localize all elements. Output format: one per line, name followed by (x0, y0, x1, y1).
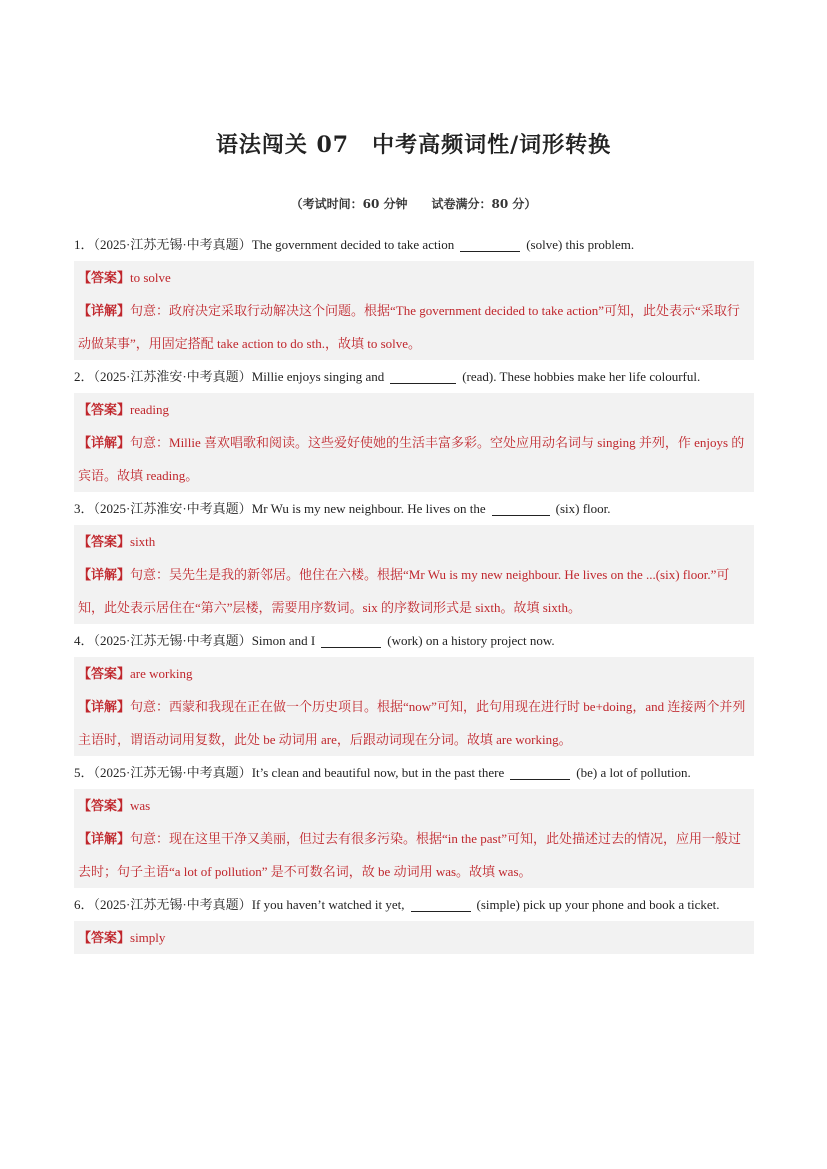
answer-blank (390, 369, 456, 384)
answer-text: was (130, 798, 151, 813)
answer-text: simply (130, 930, 166, 945)
detail-text: 句意：西蒙和我现在正在做一个历史项目。根据“now”可知，此句用现在进行时 be+doing，and 连接两个并列主语时，谓语动词用复数，此处 be 动词用 are，后跟动词现在分词。故填 are working。 (78, 699, 746, 747)
answer-tag: 【答案】 (78, 798, 131, 813)
detail-tag: 【详解】 (78, 567, 131, 582)
answer-tag: 【答案】 (78, 666, 131, 681)
question-source: （2025·江苏无锡·中考真题） (93, 765, 252, 780)
answer-blank (321, 633, 381, 648)
answer-tag: 【答案】 (78, 270, 131, 285)
answer-block-4 (74, 657, 754, 756)
answer-tag: 【答案】 (78, 930, 131, 945)
detail-text: 句意：现在这里干净又美丽，但过去有很多污染。根据“in the past”可知，此处描述过去的情况，应用一般过去时；句子主语“a lot of pollution” 是不可数名词，故 be 动词用 was。故填 was。 (78, 831, 741, 879)
answer-block-1 (74, 261, 754, 360)
question-6: 6．（2025·江苏无锡·中考真题）If you haven’t watched it yet, (simple) pick up your phone and book a ticket. (74, 897, 720, 912)
page-title: 语法闯关 07 中考高频词性/词形转换 (215, 132, 612, 158)
question-source: （2025·江苏无锡·中考真题） (93, 237, 252, 252)
detail-tag: 【详解】 (78, 435, 131, 450)
detail-text: 句意：吴先生是我的新邻居。他住在六楼。根据“Mr Wu is my new neighbour. He lives on the ...(six) floor.”可知，此处表示居住在“第六”层楼，需要用序数词。six 的序数词形式是 sixth。故填 sixth。 (78, 567, 730, 615)
questions-list (74, 228, 754, 954)
answer-text: to solve (130, 270, 171, 285)
detail-tag: 【详解】 (78, 699, 131, 714)
question-3: 3．（2025·江苏淮安·中考真题）Mr Wu is my new neighbour. He lives on the (six) floor. (74, 501, 611, 516)
detail-text: 句意：Millie 喜欢唱歌和阅读。这些爱好使她的生活丰富多彩。空处应用动名词与 singing 并列，作 enjoys 的宾语。故填 reading。 (78, 435, 745, 483)
answer-tag: 【答案】 (78, 402, 131, 417)
answer-tag: 【答案】 (78, 534, 131, 549)
answer-block-5 (74, 789, 754, 888)
question-4: 4．（2025·江苏无锡·中考真题）Simon and I (work) on a history project now. (74, 633, 555, 648)
answer-block-3 (74, 525, 754, 624)
question-source: （2025·江苏无锡·中考真题） (93, 897, 252, 912)
answer-blank (510, 765, 570, 780)
exam-info: （考试时间：60 分钟 试卷满分：80 分） (290, 197, 537, 211)
question-1: 1．（2025·江苏无锡·中考真题）The government decided to take action (solve) this problem. (74, 237, 635, 252)
answer-block-2 (74, 393, 754, 492)
detail-tag: 【详解】 (78, 303, 131, 318)
question-5: 5．（2025·江苏无锡·中考真题）It’s clean and beautiful now, but in the past there (be) a lot of pollution. (74, 765, 691, 780)
question-source: （2025·江苏无锡·中考真题） (93, 633, 252, 648)
answer-blank (492, 501, 550, 516)
question-2: 2．（2025·江苏淮安·中考真题）Millie enjoys singing and (read). These hobbies make her life colourful. (74, 369, 701, 384)
answer-blank (411, 897, 471, 912)
question-source: （2025·江苏淮安·中考真题） (93, 369, 252, 384)
answer-block-6 (74, 921, 754, 954)
answer-text: reading (130, 402, 169, 417)
answer-blank (460, 237, 520, 252)
answer-text: are working (130, 666, 193, 681)
detail-text: 句意：政府决定采取行动解决这个问题。根据“The government decided to take action”可知，此处表示“采取行动做某事”，用固定搭配 take action to do sth.，故填 to solve。 (78, 303, 740, 351)
question-source: （2025·江苏淮安·中考真题） (93, 501, 252, 516)
detail-tag: 【详解】 (78, 831, 131, 846)
answer-text: sixth (130, 534, 156, 549)
